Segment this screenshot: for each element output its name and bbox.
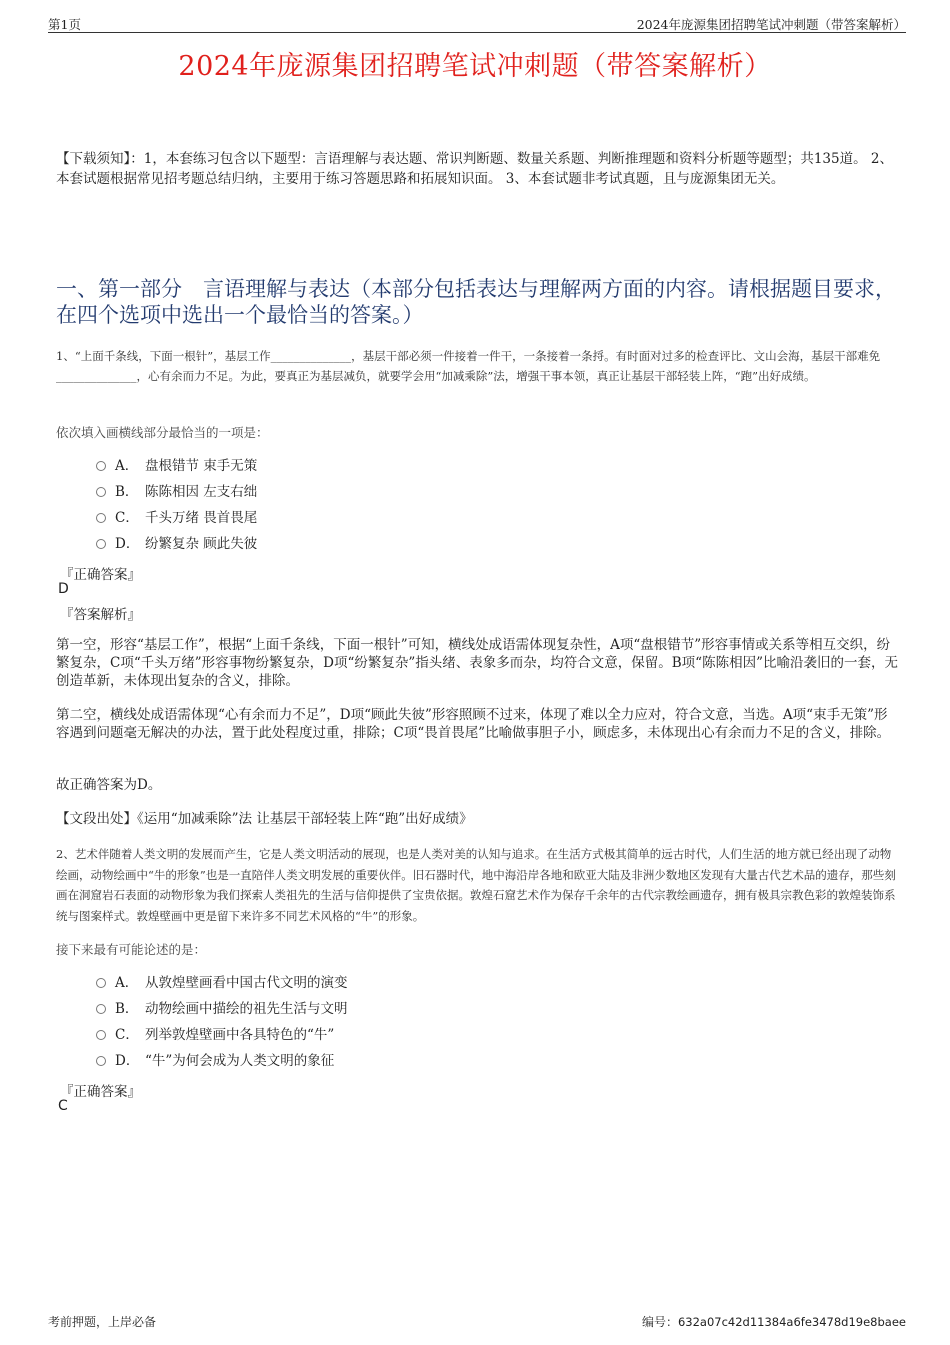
q2-option-a[interactable]: A． 从敦煌壁画看中国古代文明的演变 [96,973,348,993]
q1-option-d[interactable]: D． 纷繁复杂 顾此失彼 [96,534,257,554]
page-header [48,14,906,33]
question-1-text: 1、“上面千条线，下面一根针”，基层工作______________，基层干部必须一件接着一件干，一条接着一条捋。有时面对过多的检查评比、文山会海，基层干部难免______________，心有余而力不足。为此，要真正为基层减负，就要学会用“加减乘除”法，增强干事本领，真正让基层干部轻装上阵，“跑”出好成绩。 [56,349,881,383]
question-2-prompt: 接下来最有可能论述的是： [56,942,207,957]
radio-icon[interactable] [96,1056,106,1066]
q1-answer: D [58,581,69,597]
page-number: 第1页 [48,17,81,32]
blank-1: ______________ [270,349,352,363]
radio-icon[interactable] [96,539,106,549]
q1-option-a[interactable]: A． 盘根错节 束手无策 [96,456,257,476]
radio-icon[interactable] [96,978,106,988]
q1-option-b[interactable]: B． 陈陈相因 左支右绌 [96,482,257,502]
q1-option-c[interactable]: C． 千头万绪 畏首畏尾 [96,508,257,528]
radio-icon[interactable] [96,1030,106,1040]
document-title: 2024年庞源集团招聘笔试冲刺题（带答案解析） [178,51,772,82]
q1-analysis-para-2: 第二空，横线处成语需体现“心有余而力不足”，D项“顾此失彼”形容照顾不过来，体现了难以全力应对，符合文意，当选。A项“束手无策”形容遇到问题毫无解决的办法，置于此处程度过重，排除；C项“畏首畏尾”比喻做事胆子小，顾虑多，未体现出心有余而力不足的含义，排除。 [56,707,891,741]
question-2-text: 2、艺术伴随着人类文明的发展而产生，它是人类文明活动的展现，也是人类对美的认知与追求。在生活方式极其简单的远古时代，人们生活的地方就已经出现了动物绘画，动物绘画中“牛的形象”也是一直陪伴人类文明发展的重要伙伴。旧石器时代，地中海沿岸各地和欧亚大陆及非洲少数地区发现有大量古代艺术品的遗存，那些刻画在洞窟岩石表面的动物形象为我们探索人类祖先的生活与信仰提供了宝贵依据。敦煌石窟艺术作为保存千余年的古代宗教绘画遗存，拥有极具宗教色彩的敦煌装饰系统与图案样式。敦煌壁画中更是留下来许多不同艺术风格的“牛”的形象。 [56,847,896,923]
q1-analysis-para-3: 故正确答案为D。 [56,777,162,793]
radio-icon[interactable] [96,1004,106,1014]
q1-answer-label: 『正确答案』 [60,567,141,583]
radio-icon[interactable] [96,461,106,471]
radio-icon[interactable] [96,487,106,497]
blank-2: ______________ [56,369,137,383]
q2-option-d[interactable]: D． “牛”为何会成为人类文明的象征 [96,1051,334,1071]
question-1-prompt: 依次填入画横线部分最恰当的一项是： [56,425,269,440]
q1-source: 【文段出处】《运用“加减乘除”法 让基层干部轻装上阵“跑”出好成绩》 [56,811,473,827]
header-doc-title: 2024年庞源集团招聘笔试冲刺题（带答案解析） [636,17,906,32]
q2-answer-label: 『正确答案』 [60,1084,141,1100]
section-title: 一、第一部分 言语理解与表达（本部分包括表达与理解两方面的内容。请根据题目要求，在四个选项中选出一个最恰当的答案。） [56,277,896,327]
q2-option-b[interactable]: B． 动物绘画中描绘的祖先生活与文明 [96,999,348,1019]
footer-code: 编号：632a07c42d11384a6fe3478d19e8baee [641,1315,906,1329]
footer-slogan: 考前押题，上岸必备 [48,1315,157,1329]
q2-option-c[interactable]: C． 列举敦煌壁画中各具特色的“牛” [96,1025,334,1045]
q1-analysis-label: 『答案解析』 [60,607,141,623]
radio-icon[interactable] [96,513,106,523]
q1-analysis-para-1: 第一空，形容“基层工作”，根据“上面千条线，下面一根针”可知，横线处成语需体现复杂性，A项“盘根错节”形容事情或关系等相互交织，纷繁复杂，C项“千头万绪”形容事物纷繁复杂，D项“纷繁复杂”指头绪、表象多而杂，均符合文意，保留。B项“陈陈相因”比喻沿袭旧的一套，无创造革新，未体现出复杂的含义，排除。 [56,637,898,689]
q2-answer: C [58,1098,68,1114]
download-notice: 【下载须知】：1，本套练习包含以下题型：言语理解与表达题、常识判断题、数量关系题、判断推理题和资料分析题等题型；共135道。 2、本套试题根据常见招考题总结归纳，主要用于练习答题思路和拓展知识面。 3、本套试题非考试真题，且与庞源集团无关。 [56,151,893,187]
